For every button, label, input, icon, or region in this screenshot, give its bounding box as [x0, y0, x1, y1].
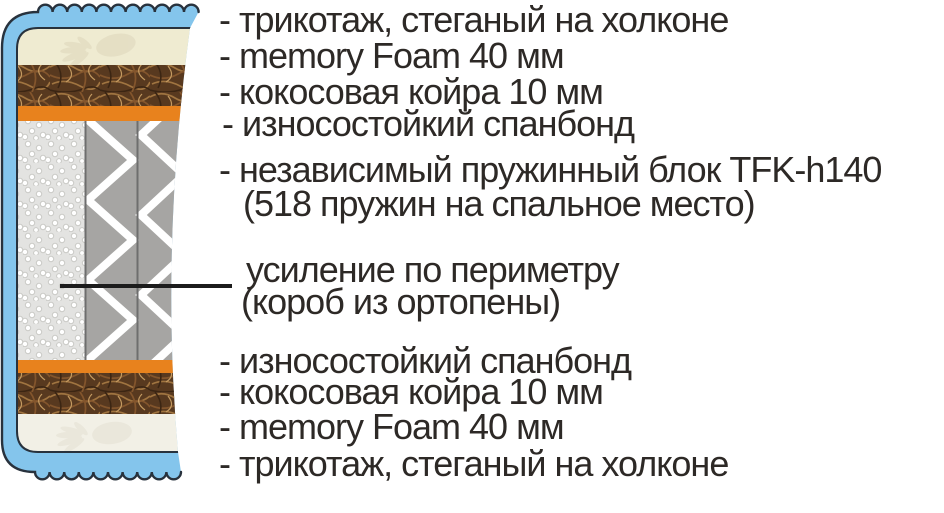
mattress-diagram — [0, 2, 210, 502]
label-spunbond-top: - износостойкий спанбонд — [222, 103, 635, 144]
label-perimeter: усиление по периметру — [246, 249, 619, 290]
spunbond-top-layer — [17, 106, 210, 121]
label-coir-bottom: - кокосовая койра 10 мм — [219, 371, 603, 412]
label-spring-count: (518 пружин на спальное место) — [243, 183, 755, 224]
perimeter-foam-dots — [17, 121, 85, 360]
label-spunbond-bottom: - износостойкий спанбонд — [219, 340, 632, 381]
coir-fibers-top — [17, 65, 210, 106]
label-spring-block: - независимый пружинный блок TFK-h140 — [219, 149, 882, 190]
spunbond-bottom-layer — [17, 360, 210, 373]
label-perimeter-box: (короб из ортопены) — [241, 281, 561, 322]
spring-block — [85, 121, 210, 360]
perimeter-pointer-line — [60, 284, 232, 288]
coir-fibers-bottom — [17, 373, 210, 414]
label-memory-foam-bottom: - memory Foam 40 мм — [219, 406, 564, 447]
label-coir-top: - кокосовая койра 10 мм — [219, 71, 603, 112]
label-memory-foam-top: - memory Foam 40 мм — [219, 35, 564, 76]
label-cover-bottom: - трикотаж, стеганый на холконе — [219, 443, 729, 484]
label-cover-top: - трикотаж, стеганый на холконе — [219, 0, 729, 40]
